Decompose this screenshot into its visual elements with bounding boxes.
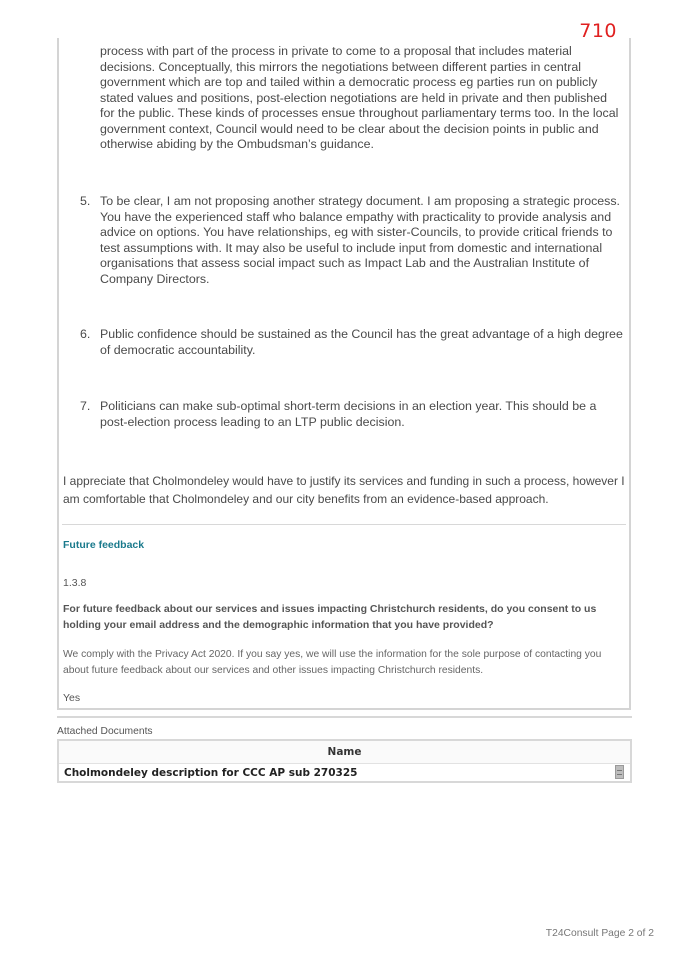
attached-documents-title: Attached Documents	[57, 726, 153, 737]
question-answer: Yes	[63, 692, 81, 704]
continuation-paragraph: process with part of the process in private to come to a proposal that includes material decisions. Conceptually, this mirrors the negotiations between different parties in central government which are top and tailed within a democratic process eg parties run on publicly stated values and positions, post-election negotiations are held in private and then published for the public. These kinds of processes ensue throughout parliamentary terms too. In the local government context, Council would need to be clear about the decision points in public and otherwise abiding by the Ombudsman’s guidance.	[100, 44, 619, 151]
attached-documents-table	[57, 739, 632, 783]
question-text: For future feedback about our services and issues impacting Christchurch residents, do you consent to us holding your email address and the demographic information that you have provided?	[63, 603, 597, 631]
list-text: Public confidence should be sustained as the Council has the great advantage of a high degree of democratic accountability.	[100, 327, 623, 357]
question-number: 1.3.8	[63, 577, 87, 589]
section-divider	[62, 524, 626, 525]
list-text: To be clear, I am not proposing another strategy document. I am proposing a strategic process. You have the experienced staff who balance empathy with practicality to provide analysis and advice on options. You have relationships, eg with sister-Councils, to provide critical friends to test assumptions with. It may also be useful to include input from domestic and international organisations that assess social impact such as Impact Lab and the Australian Institute of Company Directors.	[100, 194, 620, 286]
list-item-7	[80, 399, 625, 430]
list-number: 6.	[80, 327, 91, 341]
attachments-separator	[57, 716, 632, 718]
question-help-text: We comply with the Privacy Act 2020. If you say yes, we will use the information for the sole purpose of contacting you about future feedback about our services and other issues impacting Christchurch residents.	[63, 649, 602, 676]
closing-paragraph: I appreciate that Cholmondeley would have to justify its services and funding in such a process, however I am comfortable that Cholmondeley and our city benefits from an evidence-based approach.	[63, 474, 625, 506]
list-item-5	[80, 194, 625, 287]
list-item-6	[80, 327, 625, 358]
list-number: 7.	[80, 399, 91, 413]
page-number: 710	[579, 20, 617, 42]
list-number: 5.	[80, 194, 91, 208]
attached-document-name[interactable]: Cholmondeley description for CCC AP sub 270325	[64, 767, 358, 779]
list-text: Politicians can make sub-optimal short-term decisions in an election year. This should be a post-election process leading to an LTP public decision.	[100, 399, 597, 429]
document-icon[interactable]	[615, 765, 624, 779]
attached-document-row[interactable]	[59, 764, 630, 782]
page-footer: T24Consult Page 2 of 2	[545, 928, 654, 939]
column-header-name: Name	[59, 741, 630, 764]
section-title-future-feedback: Future feedback	[63, 539, 145, 551]
